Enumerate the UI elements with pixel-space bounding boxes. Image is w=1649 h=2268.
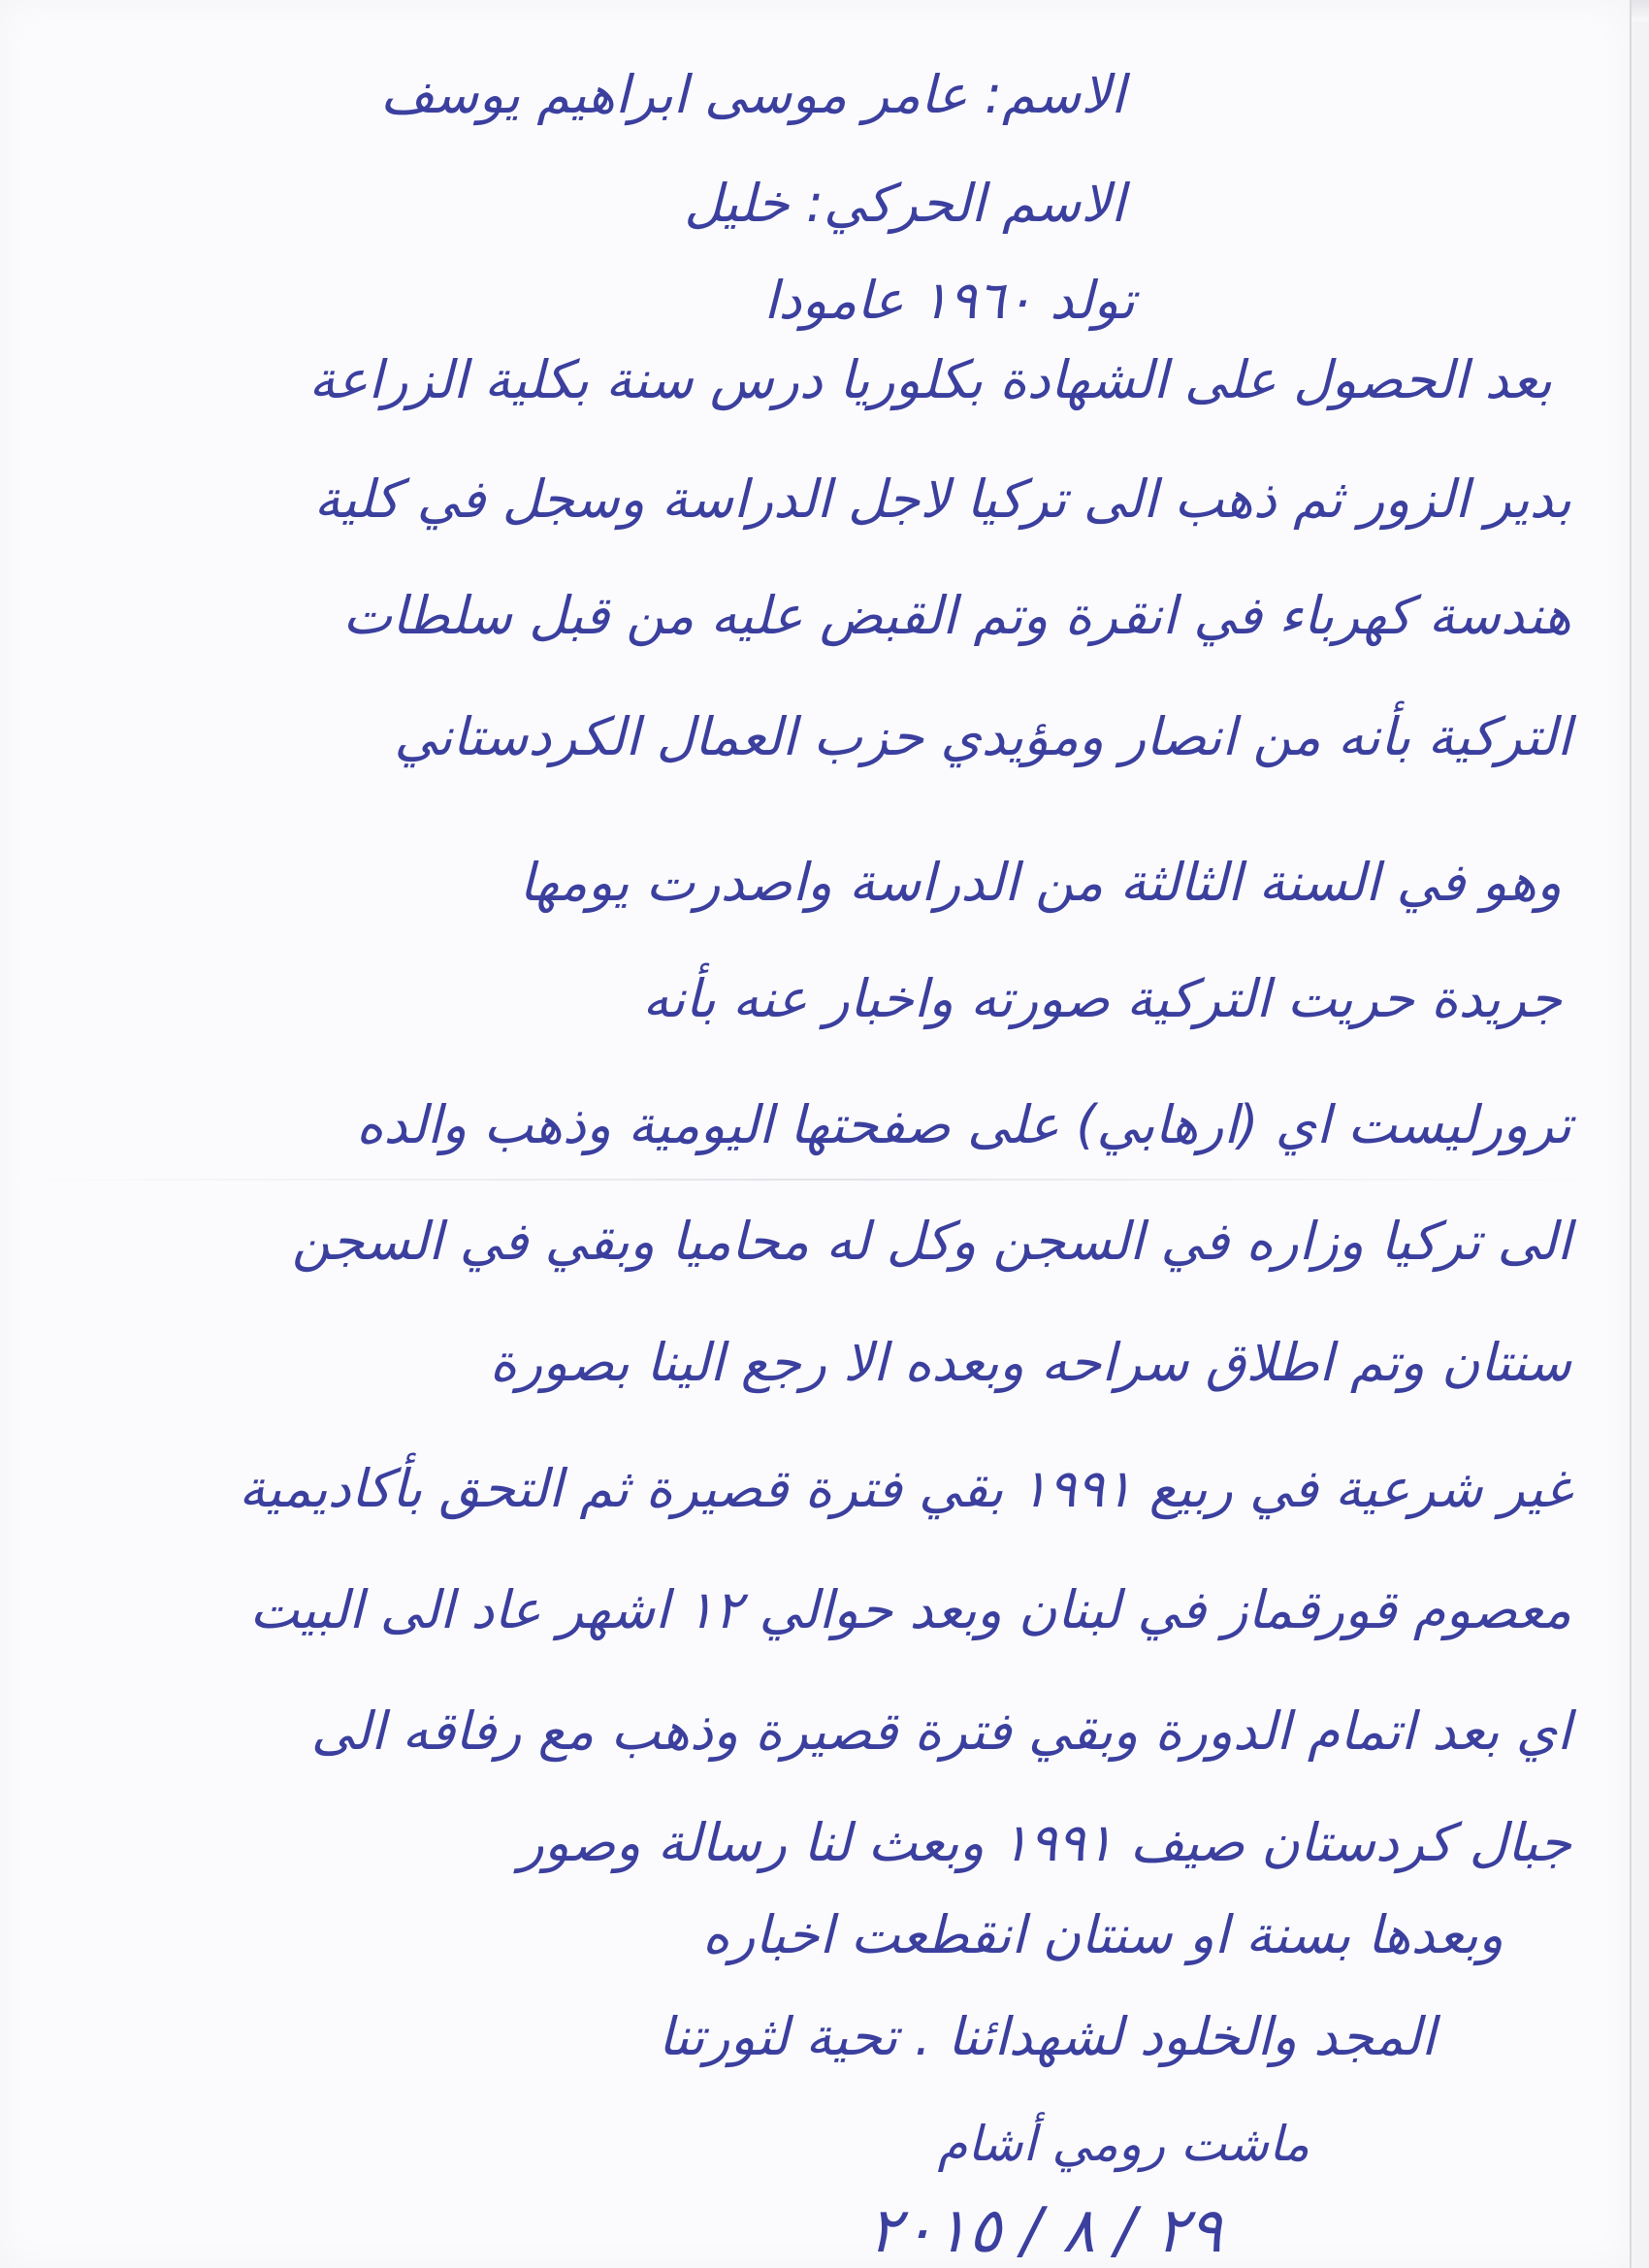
body-line: غير شرعية في ربيع ١٩٩١ بقي فترة قصيرة ثم التحق بأكاديمية <box>239 1458 1571 1519</box>
letter-date: ٢٩ / ٨ / ٢٠١٥ <box>867 2195 1222 2267</box>
body-line: اي بعد اتمام الدورة وبقي فترة قصيرة وذهب مع رفاقه الى <box>310 1701 1571 1762</box>
body-line: سنتان وتم اطلاق سراحه وبعده الا رجع الينا بصورة <box>489 1332 1571 1393</box>
body-line: جريدة حريت التركية صورته واخبار عنه بأنه <box>642 968 1562 1029</box>
body-line: الى تركيا وزاره في السجن وكل له محاميا وبقي في السجن <box>291 1211 1571 1272</box>
name-line: الاسم: عامر موسى ابراهيم يوسف <box>380 64 1125 125</box>
body-line: معصوم قورقماز في لبنان وبعد حوالي ١٢ اشهر عاد الى البيت <box>249 1579 1571 1640</box>
body-line: وهو في السنة الثالثة من الدراسة واصدرت يومها <box>519 852 1562 913</box>
body-line: بدير الزور ثم ذهب الى تركيا لاجل الدراسة وسجل في كلية <box>313 469 1571 530</box>
paper-fold-line <box>0 1179 1630 1181</box>
birth-line: تولد ١٩٦٠ عامودا <box>763 270 1135 331</box>
body-line: جبال كردستان صيف ١٩٩١ وبعث لنا رسالة وصور <box>518 1812 1571 1873</box>
signature: ماشت رومي أشام <box>937 2116 1310 2172</box>
body-line: هندسة كهرباء في انقرة وتم القبض عليه من قبل سلطات <box>342 585 1571 646</box>
body-line: وبعدها بسنة او سنتان انقطعت اخباره <box>702 1904 1504 1965</box>
alias-line: الاسم الحركي: خليل <box>684 173 1125 234</box>
closing-line: المجد والخلود لشهدائنا . تحية لثورتنا <box>658 2006 1436 2067</box>
body-line: بعد الحصول على الشهادة بكلوريا درس سنة بكلية الزراعة <box>308 349 1552 410</box>
body-line: التركية بأنه من انصار ومؤيدي حزب العمال الكردستاني <box>394 706 1571 767</box>
body-line: ترورليست اي (ارهابي) على صفحتها اليومية وذهب والده <box>356 1094 1571 1155</box>
